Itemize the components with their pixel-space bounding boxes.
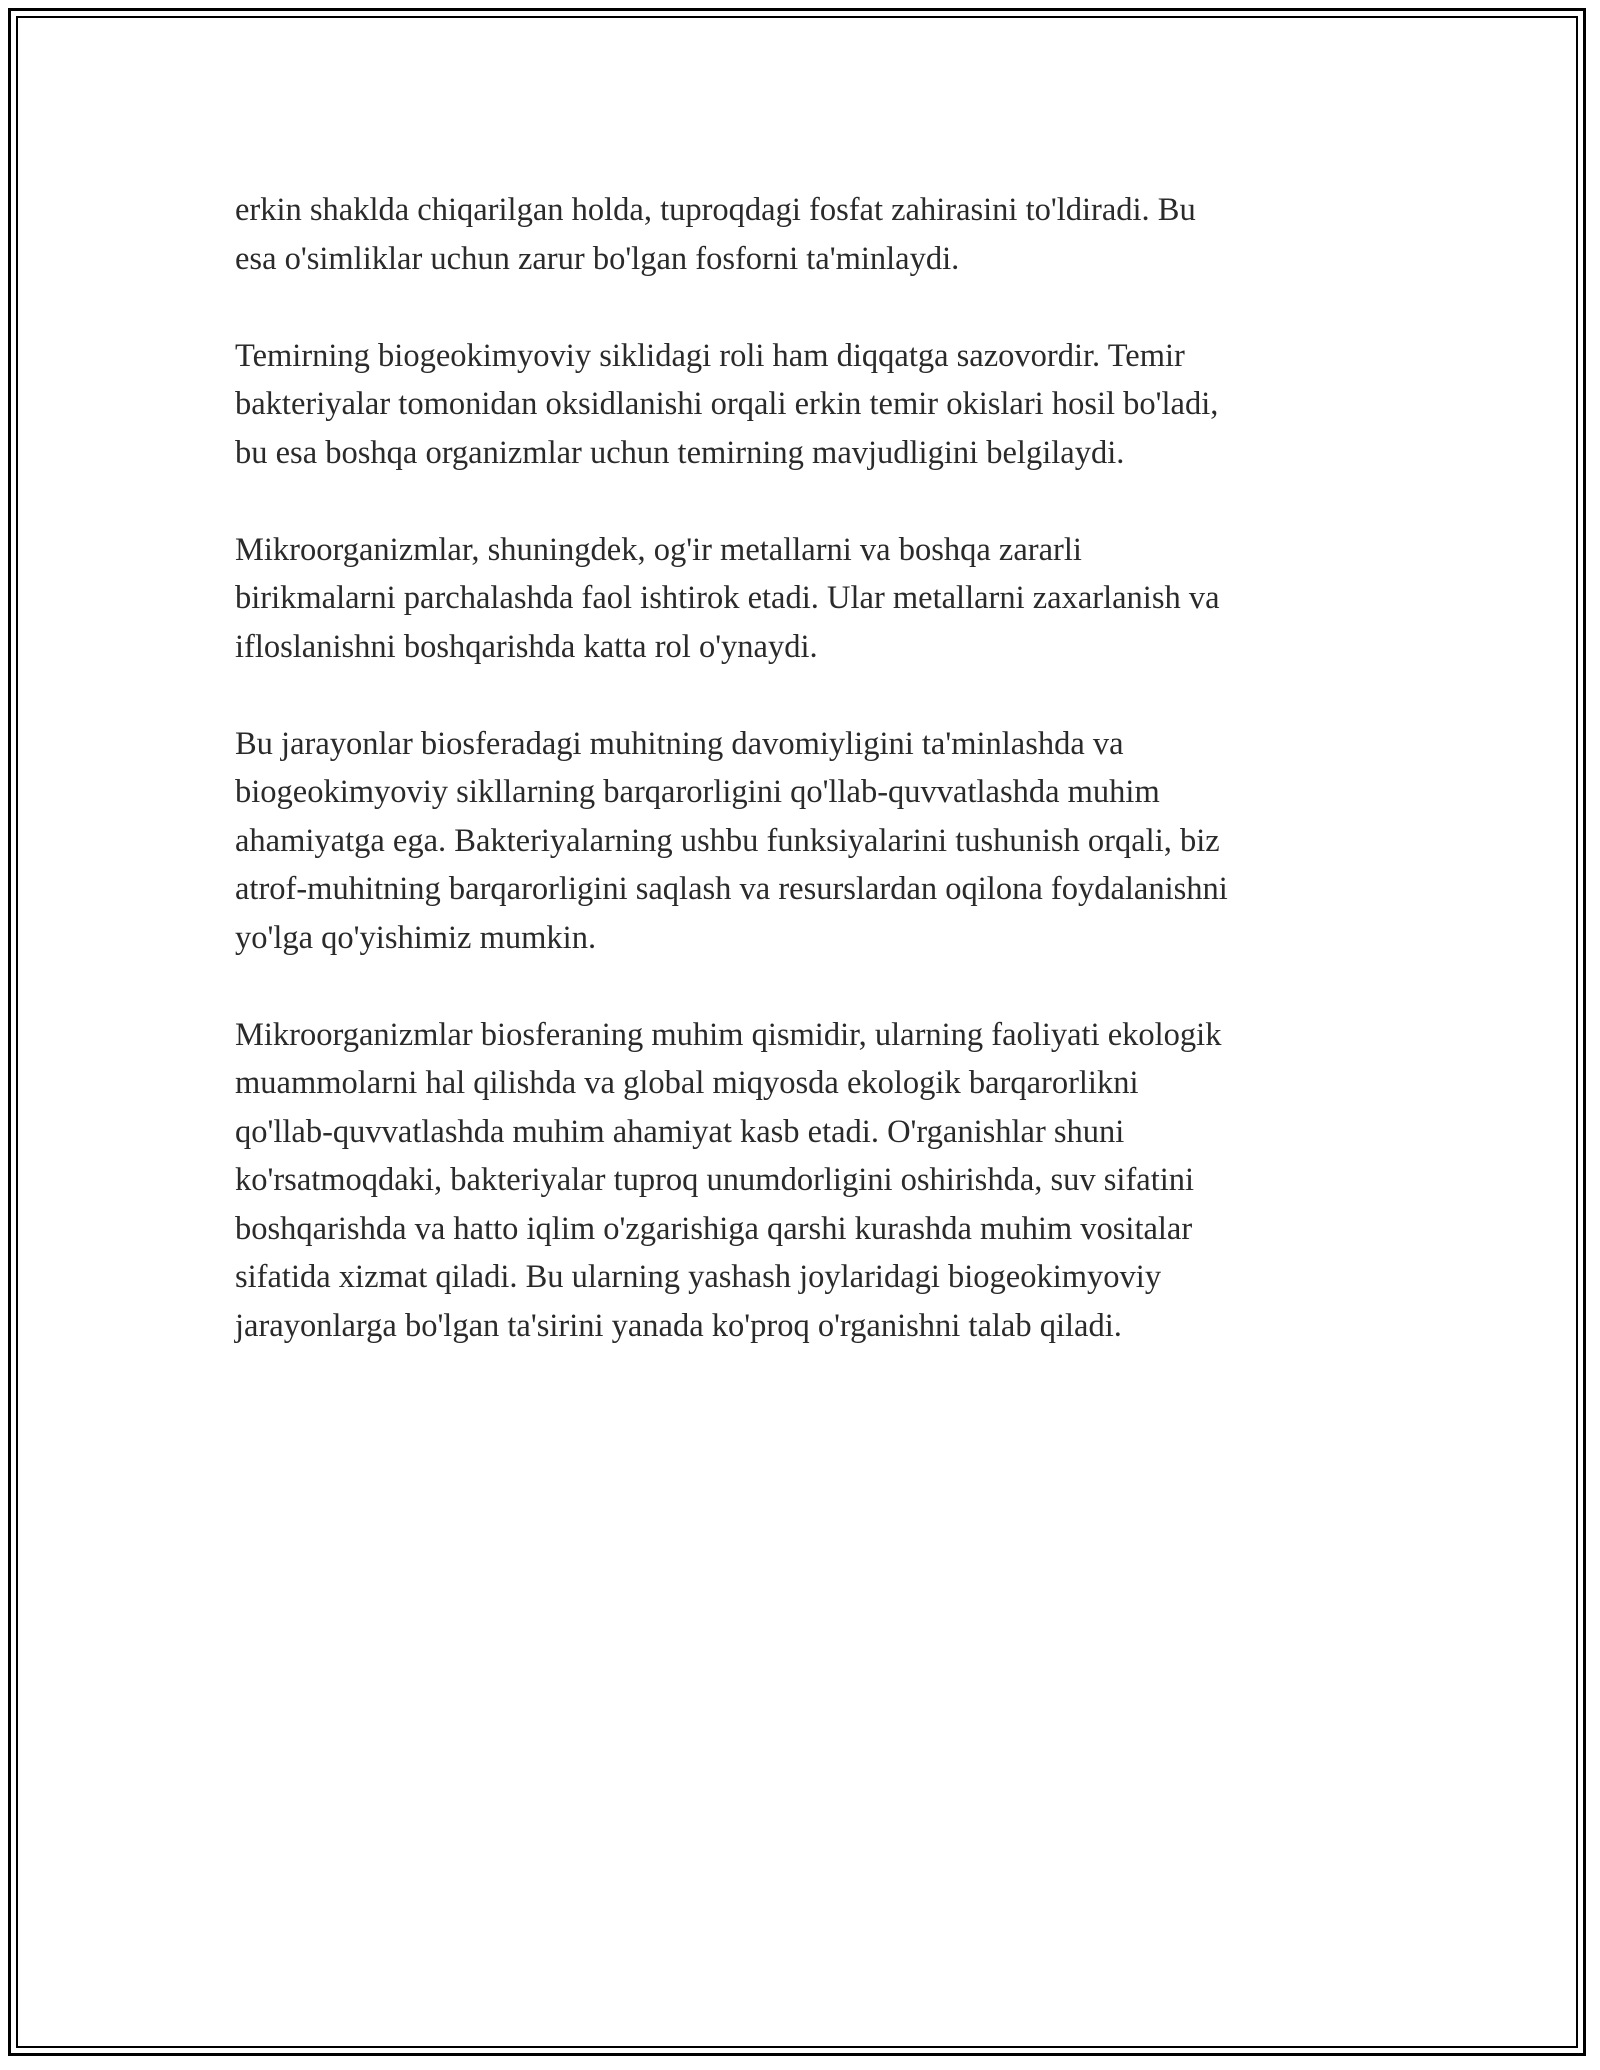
paragraph-iron-cycle: Temirning biogeokimyoviy siklidagi roli ham diqqatga sazovordir. Temir bakteriyalar tomonidan oksidlanishi orqali erkin temir okislari hosil bo'ladi, bu esa boshqa organizmlar uchun temirning mavjudligini belgilaydi. xyxy=(235,337,1219,471)
paragraph-microorganisms-conclusion: Mikroorganizmlar biosferaning muhim qismidir, ularning faoliyati ekologik muammolarni hal qilishda va global miqyosda ekologik barqarorlikni qo'llab-quvvatlashda muhim ahamiyat kasb etadi. O'rganishlar shuni ko'rsatmoqdaki, bakteriyalar tuproq unumdorligini oshirishda, suv sifatini boshqarishda va hatto iqlim o'zgarishiga qarshi kurashda muhim vositalar sifatida xizmat qiladi. Bu ularning yashash joylaridagi biogeokimyoviy jarayonlarga bo'lgan ta'sirini yanada ko'proq o'rganishni talab qiladi. xyxy=(235,1016,1222,1344)
document-body xyxy=(235,186,1385,1350)
paragraph-biosphere-processes: Bu jarayonlar biosferadagi muhitning davomiyligini ta'minlashda va biogeokimyoviy sikllarning barqarorligini qo'llab-quvvatlashda muhim ahamiyatga ega. Bakteriyalarning ushbu funksiyalarini tushunish orqali, biz atrof-muhitning barqarorligini saqlash va resurslardan oqilona foydalanishni yo'lga qo'yishimiz mumkin. xyxy=(235,725,1228,956)
paragraph-heavy-metals: Mikroorganizmlar, shuningdek, og'ir metallarni va boshqa zararli birikmalarni parchalashda faol ishtirok etadi. Ular metallarni zaxarlanish va ifloslanishni boshqarishda katta rol o'ynaydi. xyxy=(235,531,1220,665)
paragraph-phosphate: erkin shaklda chiqarilgan holda, tuproqdagi fosfat zahirasini to'ldiradi. Bu esa o'simliklar uchun zarur bo'lgan fosforni ta'minlaydi. xyxy=(235,192,1196,277)
